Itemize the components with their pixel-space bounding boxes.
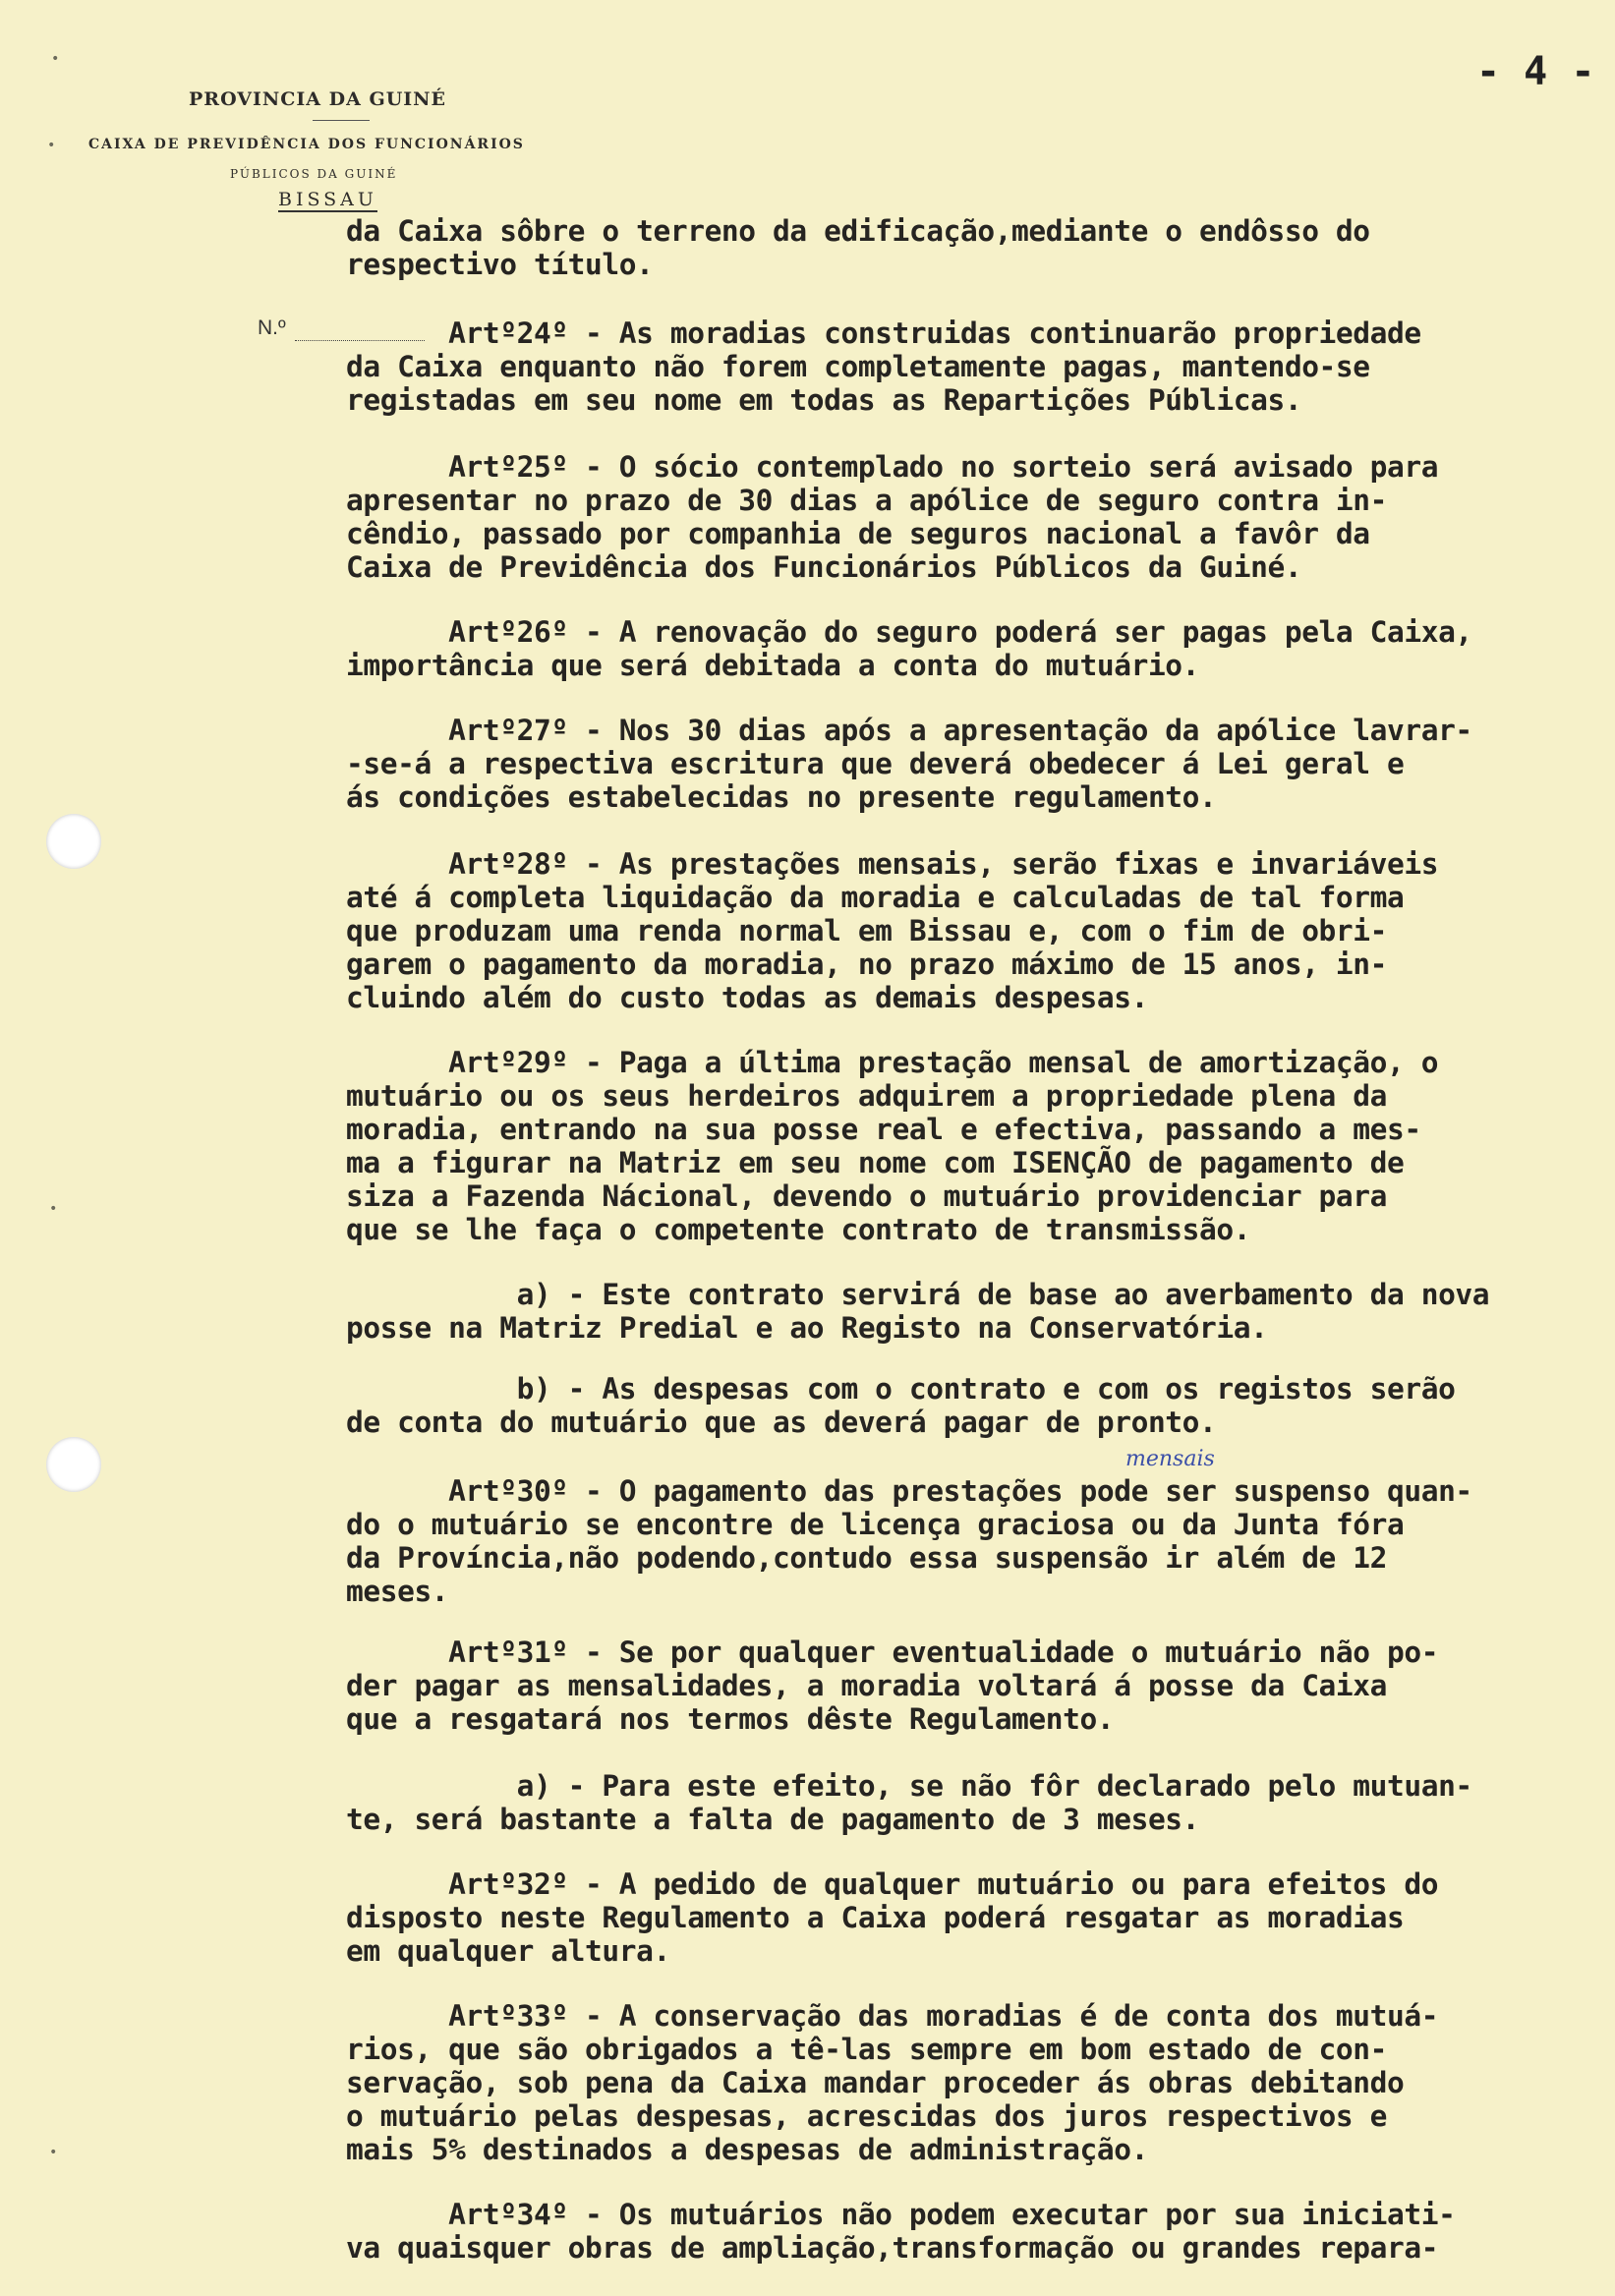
text-line: importância que será debitada a conta do mutuário. [346,649,1200,682]
text-line: de conta do mutuário que as deverá pagar de pronto. [346,1406,1217,1439]
text-line: até á completa liquidação da moradia e calculadas de tal forma [346,881,1405,914]
text-line: Artº26º - A renovação do seguro poderá ser pagas pela Caixa, [346,615,1472,649]
text-line: respectivo título. [346,248,654,281]
letterhead-province: PROVINCIA DA GUINÉ [189,88,447,110]
text-line: rios, que são obrigados a tê-las sempre em bom estado de con- [346,2033,1387,2066]
letterhead-institution: CAIXA DE PREVIDÊNCIA DOS FUNCIONÁRIOS [88,137,525,152]
margin-mark: • [47,138,56,153]
text-line: Artº28º - As prestações mensais, serão fixas e invariáveis [346,847,1439,881]
text-line: mutuário ou os seus herdeiros adquirem a propriedade plena da [346,1079,1387,1113]
text-line: Artº27º - Nos 30 dias após a apresentação da apólice lavrar- [346,714,1472,747]
text-line: a) - Este contrato servirá de base ao averbamento da nova [346,1278,1490,1311]
text-line: ás condições estabelecidas no presente regulamento. [346,780,1217,814]
text-line: cêndio, passado por companhia de seguros nacional a favôr da [346,517,1370,550]
letterhead-city: BISSAU [278,189,377,210]
text-line: moradia, entrando na sua posse real e efectiva, passando a mes- [346,1113,1421,1146]
text-line: registadas em seu nome em todas as Repartições Públicas. [346,383,1302,417]
text-line: posse na Matriz Predial e ao Registo na Conservatória. [346,1311,1268,1345]
letterhead-divider [313,120,370,121]
text-line: Artº24º - As moradias construidas continuarão propriedade [346,316,1421,350]
text-line: disposto neste Regulamento a Caixa poderá resgatar as moradias [346,1901,1405,1934]
text-line: que a resgatará nos termos dêste Regulamento. [346,1702,1115,1736]
text-line: Artº25º - O sócio contemplado no sorteio será avisado para [346,450,1439,484]
text-line: em qualquer altura. [346,1934,670,1968]
text-line: Artº34º - Os mutuários não podem executar por sua iniciati- [346,2198,1456,2231]
text-line: apresentar no prazo de 30 dias a apólice de seguro contra in- [346,484,1387,517]
text-line: Artº31º - Se por qualquer eventualidade o mutuário não po- [346,1636,1439,1669]
text-line: Artº30º - O pagamento das prestações pode ser suspenso quan- [346,1474,1472,1508]
letterhead-public: PÚBLICOS DA GUINÉ [230,167,398,181]
text-line: der pagar as mensalidades, a moradia voltará á posse da Caixa [346,1669,1387,1702]
text-line: do o mutuário se encontre de licença graciosa ou da Junta fóra [346,1508,1405,1541]
text-line: a) - Para este efeito, se não fôr declarado pelo mutuan- [346,1769,1472,1803]
margin-mark: • [49,2145,58,2160]
margin-mark: • [51,51,60,67]
text-line: meses. [346,1575,449,1608]
text-line: da Caixa sôbre o terreno da edificação,mediante o endôsso do [346,214,1370,248]
punch-hole-bottom [46,1437,101,1492]
text-line: garem o pagamento da moradia, no prazo máximo de 15 anos, in- [346,947,1387,981]
text-line: siza a Fazenda Nácional, devendo o mutuário providenciar para [346,1179,1387,1213]
page-number: - 4 - [1476,49,1595,94]
text-line: cluindo além do custo todas as demais despesas. [346,981,1148,1014]
text-line: te, será bastante a falta de pagamento de 3 meses. [346,1803,1200,1836]
text-line: b) - As despesas com o contrato e com os registos serão [346,1372,1456,1406]
number-label: N.º [258,316,286,339]
text-line: Artº33º - A conservação das moradias é de conta dos mutuá- [346,1999,1439,2033]
text-line: da Província,não podendo,contudo essa suspensão ir além de 12 [346,1541,1387,1575]
punch-hole-top [46,814,101,869]
text-line: que produzam uma renda normal em Bissau e, com o fim de obri- [346,914,1387,947]
text-line: Artº32º - A pedido de qualquer mutuário ou para efeitos do [346,1867,1439,1901]
text-line: Artº29º - Paga a última prestação mensal de amortização, o [346,1046,1439,1079]
margin-mark: • [49,1201,58,1217]
handwritten-annotation: mensais [1125,1447,1215,1471]
text-line: mais 5% destinados a despesas de administração. [346,2133,1148,2166]
text-line: o mutuário pelas despesas, acrescidas dos juros respectivos e [346,2099,1387,2133]
text-line: da Caixa enquanto não forem completamente pagas, mantendo-se [346,350,1370,383]
text-line: -se-á a respectiva escritura que deverá obedecer á Lei geral e [346,747,1405,780]
text-line: va quaisquer obras de ampliação,transformação ou grandes repara- [346,2231,1439,2265]
text-line: que se lhe faça o competente contrato de transmissão. [346,1213,1251,1246]
text-line: servação, sob pena da Caixa mandar proceder ás obras debitando [346,2066,1405,2099]
text-line: ma a figurar na Matriz em seu nome com ISENÇÃO de pagamento de [346,1146,1405,1179]
text-line: Caixa de Previdência dos Funcionários Públicos da Guiné. [346,550,1302,584]
